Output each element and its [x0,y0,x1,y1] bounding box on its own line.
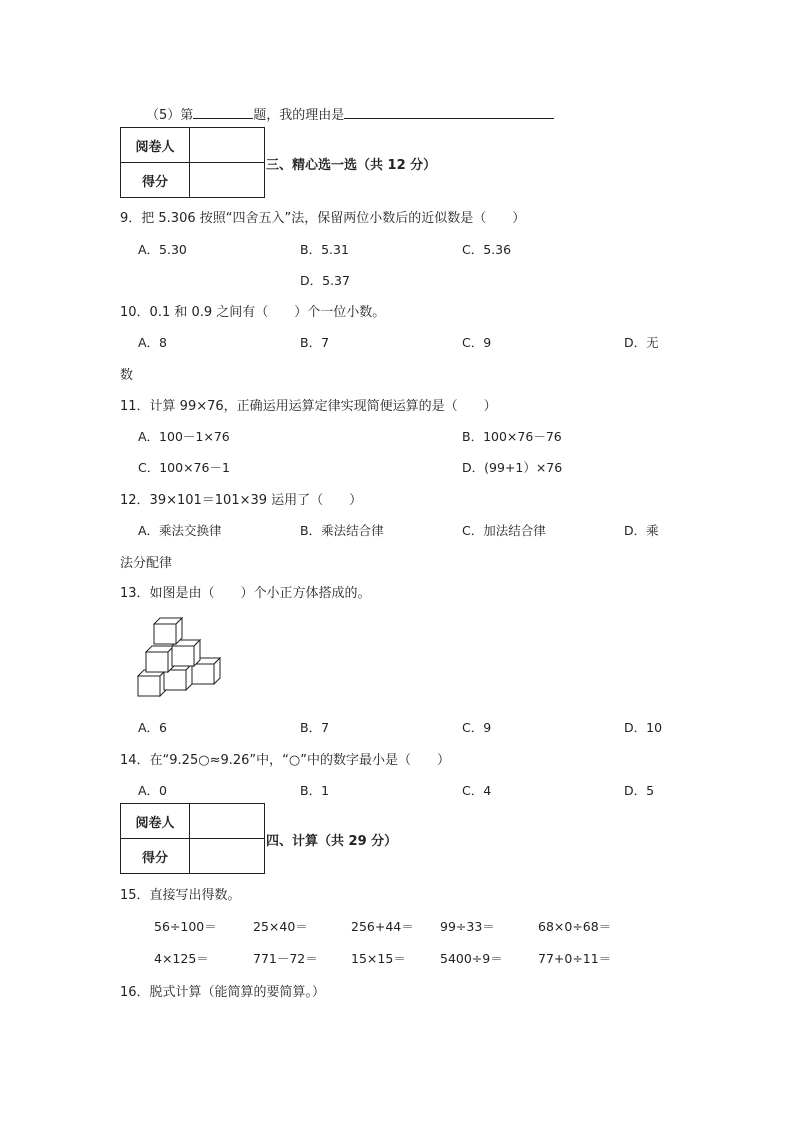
q5-middle: 题，我的理由是 [253,108,345,123]
q14-option-d[interactable]: D．5 [624,783,655,798]
section3-title: 三、精心选一选（共 12 分） [266,158,437,173]
q16-stem: 16．脱式计算（能简算的要简算。） [120,985,326,1000]
q12-option-b[interactable]: B．乘法结合律 [300,523,384,538]
q15-item: 5400÷9＝ [440,951,503,966]
q15-item: 77+0÷11＝ [538,951,612,966]
q10-option-a[interactable]: A．8 [138,335,168,350]
score-label: 得分 [121,163,190,198]
q12-stem: 12．39×101＝101×39 运用了（ ） [120,493,363,508]
score-table-section4 [120,803,265,874]
cube-bottom-1 [138,670,166,696]
q15-item: 56÷100＝ [154,919,217,934]
q15-stem: 15．直接写出得数。 [120,888,241,903]
reviewer-cell[interactable] [190,804,265,839]
q9-option-c[interactable]: C．5.36 [462,242,512,257]
section4-title: 四、计算（共 29 分） [266,834,398,849]
q9-option-b[interactable]: B．5.31 [300,242,349,257]
q13-stem: 13．如图是由（ ）个小正方体搭成的。 [120,586,371,601]
q14-stem: 14．在“9.25○≈9.26”中，“○”中的数字最小是（ ） [120,753,450,768]
q15-item: 68×0÷68＝ [538,919,612,934]
q13-option-a[interactable]: A．6 [138,720,168,735]
score-table-section3 [120,127,265,198]
q15-item: 25×40＝ [253,919,308,934]
q12-option-c[interactable]: C．加法结合律 [462,523,546,538]
q12-option-a[interactable]: A．乘法交换律 [138,523,222,538]
cube-top [154,618,182,644]
cube-middle-1 [146,646,174,672]
q10-option-b[interactable]: B．7 [300,335,330,350]
q12-option-d[interactable]: D．乘 [624,523,659,538]
reviewer-label: 阅卷人 [121,128,190,163]
q10-stem: 10．0.1 和 0.9 之间有（ ）个一位小数。 [120,305,386,320]
q15-item: 256+44＝ [351,919,414,934]
q14-option-b[interactable]: B．1 [300,783,330,798]
q10-option-c[interactable]: C．9 [462,335,492,350]
q5-reason-blank[interactable] [344,104,554,119]
q13-option-c[interactable]: C．9 [462,720,492,735]
q15-item: 99÷33＝ [440,919,495,934]
q15-item: 771－72＝ [253,951,318,966]
q9-option-d[interactable]: D．5.37 [300,273,350,288]
q13-option-d[interactable]: D．10 [624,720,663,735]
score-cell[interactable] [190,163,265,198]
score-cell[interactable] [190,839,265,874]
reviewer-label: 阅卷人 [121,804,190,839]
q11-option-d[interactable]: D．(99+1）×76 [462,460,563,475]
q11-option-c[interactable]: C．100×76－1 [138,460,230,475]
q10-option-d[interactable]: D．无 [624,335,659,350]
q9-stem: 9．把 5.306 按照“四舍五入”法，保留两位小数后的近似数是（ ） [120,211,526,226]
q15-item: 15×15＝ [351,951,406,966]
q11-stem: 11．计算 99×76，正确运用运算定律实现简便运算的是（ ） [120,399,497,414]
q12-wrap: 法分配律 [120,556,173,571]
q15-item: 4×125＝ [154,951,209,966]
q11-option-a[interactable]: A．100－1×76 [138,429,230,444]
score-label: 得分 [121,839,190,874]
q5-answer-blank[interactable] [193,104,253,119]
q14-option-a[interactable]: A．0 [138,783,168,798]
cube-stack-figure [134,612,226,700]
q13-option-b[interactable]: B．7 [300,720,330,735]
q14-option-c[interactable]: C．4 [462,783,492,798]
q5-prefix: （5）第 [146,108,194,123]
q5-line [146,104,554,123]
reviewer-cell[interactable] [190,128,265,163]
q10-wrap: 数 [120,368,134,383]
q9-option-a[interactable]: A．5.30 [138,242,187,257]
q11-option-b[interactable]: B．100×76－76 [462,429,562,444]
